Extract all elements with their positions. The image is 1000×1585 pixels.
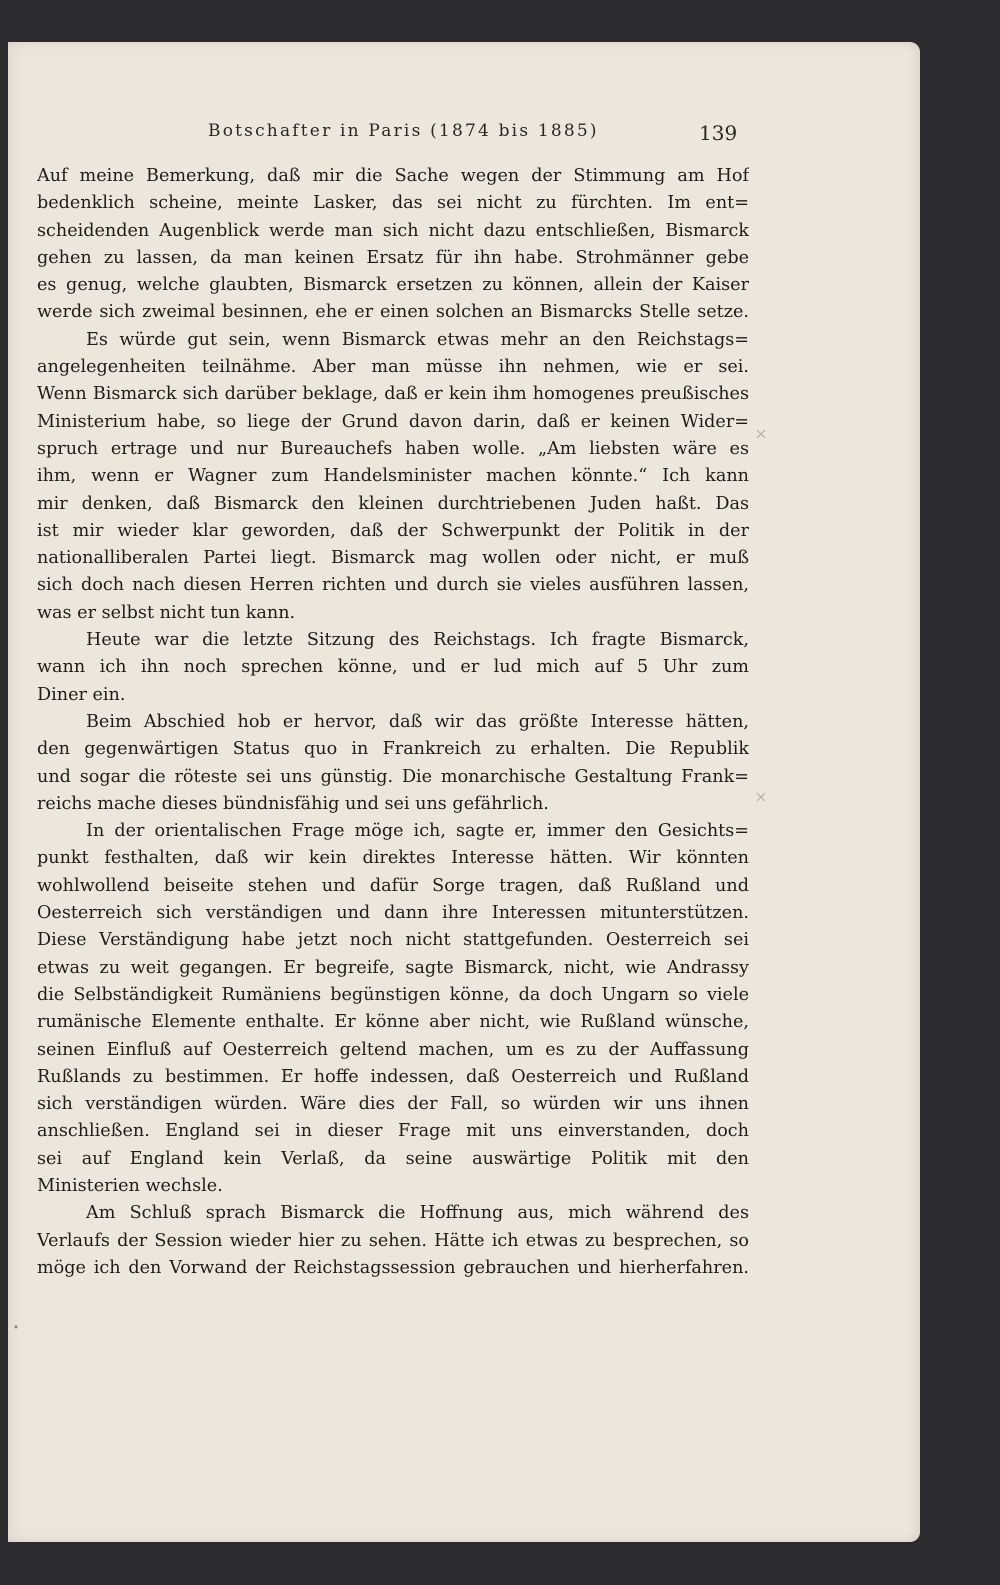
text-line: was er selbst nicht tun kann. bbox=[37, 602, 296, 623]
text-line: Diese Verständigung habe jetzt noch nicht stattgefunden. Oesterreich sei bbox=[37, 930, 749, 951]
text-line: spruch ertrage und nur Bureauchefs haben wolle. „Am liebsten wäre es bbox=[37, 438, 749, 459]
text-line: den gegenwärtigen Status quo in Frankreich zu erhalten. Die Republik bbox=[37, 739, 749, 760]
text-line: Am Schluß sprach Bismarck die Hoffnung aus, mich während des bbox=[86, 1203, 749, 1224]
text-line: In der orientalischen Frage möge ich, sagte er, immer den Gesichts= bbox=[86, 821, 749, 842]
running-title: Botschafter in Paris (1874 bis 1885) bbox=[208, 121, 599, 141]
text-line: sich verständigen würden. Wäre dies der Fall, so würden wir uns ihnen bbox=[37, 1094, 749, 1115]
text-line: sich doch nach diesen Herren richten und durch sie vieles ausführen lassen, bbox=[37, 575, 749, 596]
text-line: Diner ein. bbox=[37, 684, 126, 705]
text-line: werde sich zweimal besinnen, ehe er einen solchen an Bismarcks Stelle setze. bbox=[37, 302, 749, 323]
text-line: Rußlands zu bestimmen. Er hoffe indessen, daß Oesterreich und Rußland bbox=[37, 1066, 749, 1087]
margin-dot-mark bbox=[13, 1324, 19, 1330]
text-line: und sogar die röteste sei uns günstig. Die monarchische Gestaltung Frank= bbox=[37, 766, 749, 787]
text-line: möge ich den Vorwand der Reichstagssession gebrauchen und hierherfahren. bbox=[37, 1257, 749, 1278]
margin-cross-mark bbox=[755, 791, 767, 803]
page-number: 139 bbox=[699, 121, 738, 145]
text-line: Ministerien wechsle. bbox=[37, 1175, 223, 1196]
text-line: ihm, wenn er Wagner zum Handelsminister machen könnte.“ Ich kann bbox=[37, 466, 749, 487]
text-line: Oesterreich sich verständigen und dann ihre Interessen mitunterstützen. bbox=[37, 903, 749, 924]
text-line: bedenklich scheine, meinte Lasker, das sei nicht zu fürchten. Im ent= bbox=[37, 193, 749, 214]
body-text bbox=[37, 163, 749, 1282]
text-line: Verlaufs der Session wieder hier zu sehen. Hätte ich etwas zu besprechen, so bbox=[37, 1230, 749, 1251]
text-line: mir denken, daß Bismarck den kleinen durchtriebenen Juden haßt. Das bbox=[37, 493, 749, 514]
text-line: sei auf England kein Verlaß, da seine auswärtige Politik mit den bbox=[37, 1148, 749, 1169]
text-line: angelegenheiten teilnähme. Aber man müsse ihn nehmen, wie er sei. bbox=[37, 357, 749, 378]
text-line: die Selbständigkeit Rumäniens begünstigen könne, da doch Ungarn so viele bbox=[37, 984, 749, 1005]
text-line: wann ich ihn noch sprechen könne, und er lud mich auf 5 Uhr zum bbox=[37, 657, 749, 678]
text-line: es genug, welche glaubten, Bismarck ersetzen zu können, allein der Kaiser bbox=[37, 275, 749, 296]
text-line: reichs mache dieses bündnisfähig und sei uns gefährlich. bbox=[37, 793, 549, 814]
text-line: etwas zu weit gegangen. Er begreife, sagte Bismarck, nicht, wie Andrassy bbox=[37, 957, 749, 978]
text-line: gehen zu lassen, da man keinen Ersatz für ihn habe. Strohmänner gebe bbox=[37, 247, 749, 268]
text-line: Ministerium habe, so liege der Grund davon darin, daß er keinen Wider= bbox=[37, 411, 749, 432]
text-line: Auf meine Bemerkung, daß mir die Sache wegen der Stimmung am Hof bbox=[37, 166, 749, 186]
text-line: punkt festhalten, daß wir kein direktes Interesse hätten. Wir könnten bbox=[37, 848, 749, 869]
text-line: nationalliberalen Partei liegt. Bismarck mag wollen oder nicht, er muß bbox=[37, 548, 749, 569]
text-line: seinen Einfluß auf Oesterreich geltend machen, um es zu der Auffassung bbox=[37, 1039, 749, 1060]
text-line: rumänische Elemente enthalte. Er könne aber nicht, wie Rußland wünsche, bbox=[37, 1012, 749, 1033]
text-line: Es würde gut sein, wenn Bismarck etwas mehr an den Reichstags= bbox=[86, 329, 749, 350]
text-line: wohlwollend beiseite stehen und dafür Sorge tragen, daß Rußland und bbox=[37, 875, 749, 896]
text-line: Wenn Bismarck sich darüber beklage, daß er kein ihm homogenes preußisches bbox=[37, 384, 749, 405]
text-line: anschließen. England sei in dieser Frage mit uns einverstanden, doch bbox=[37, 1121, 749, 1142]
text-line: scheidenden Augenblick werde man sich nicht dazu entschließen, Bismarck bbox=[37, 220, 749, 241]
text-line: Heute war die letzte Sitzung des Reichstags. Ich fragte Bismarck, bbox=[86, 630, 749, 651]
text-line: ist mir wieder klar geworden, daß der Schwerpunkt der Politik in der bbox=[37, 520, 749, 541]
margin-cross-mark bbox=[755, 428, 767, 440]
text-line: Beim Abschied hob er hervor, daß wir das größte Interesse hätten, bbox=[86, 711, 749, 732]
